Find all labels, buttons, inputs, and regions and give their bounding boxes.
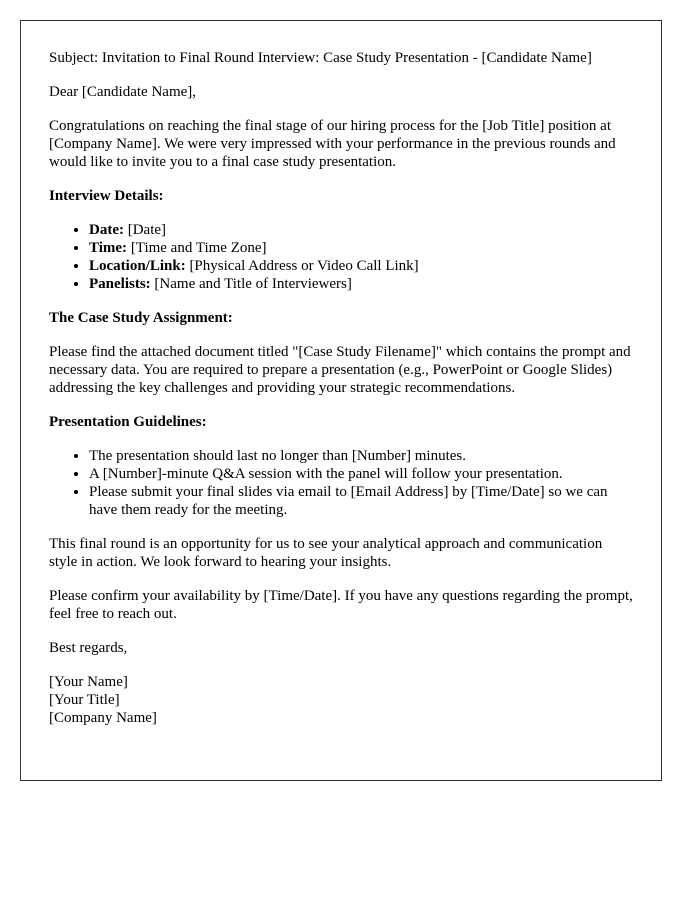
detail-label: Time: xyxy=(89,240,128,256)
list-item-date xyxy=(89,221,633,239)
email-greeting: Dear [Candidate Name], xyxy=(49,84,197,100)
signature-title: [Your Title] xyxy=(49,692,120,708)
list-item-location xyxy=(89,257,633,275)
interview-details-heading: Interview Details: xyxy=(49,188,164,204)
guidelines-heading: Presentation Guidelines: xyxy=(49,414,207,430)
confirm-paragraph: Please confirm your availability by [Time/Date]. If you have any questions regarding the prompt, feel free to reach out. xyxy=(49,588,633,622)
assignment-heading: The Case Study Assignment: xyxy=(49,310,233,326)
detail-label: Panelists: xyxy=(89,276,151,292)
list-item: • The presentation should last no longer than [Number] minutes. xyxy=(89,447,633,465)
closing-paragraph: This final round is an opportunity for us to see your analytical approach and communication style in action. We look forward to hearing your insights. xyxy=(49,536,603,570)
list-item: • Please submit your final slides via email to [Email Address] by [Time/Date] so we can have them ready for the meeting. xyxy=(89,483,633,519)
guidelines-list xyxy=(49,447,633,519)
assignment-paragraph: Please find the attached document titled "[Case Study Filename]" which contains the prompt and necessary data. You are required to prepare a presentation (e.g., PowerPoint or Google Slides) addressing the key challenges and providing your strategic recommendations. xyxy=(49,344,631,396)
detail-label: Date: xyxy=(89,222,124,238)
detail-label: Location/Link: xyxy=(89,258,186,274)
list-item-panelists xyxy=(89,275,633,293)
list-item: • A [Number]-minute Q&A session with the panel will follow your presentation. xyxy=(89,465,633,483)
email-letter xyxy=(20,20,662,781)
detail-value: [Name and Title of Interviewers] xyxy=(150,276,352,292)
signature-company: [Company Name] xyxy=(49,710,157,726)
detail-value: [Physical Address or Video Call Link] xyxy=(185,258,419,274)
interview-details-list xyxy=(49,221,633,293)
list-item-time xyxy=(89,239,633,257)
email-subject: Subject: Invitation to Final Round Interview: Case Study Presentation - [Candidate Name] xyxy=(49,50,592,66)
detail-value: [Time and Time Zone] xyxy=(127,240,267,256)
signature-block xyxy=(49,673,633,727)
sign-off: Best regards, xyxy=(49,640,128,656)
detail-value: [Date] xyxy=(123,222,167,238)
signature-name: [Your Name] xyxy=(49,674,128,690)
intro-paragraph: Congratulations on reaching the final stage of our hiring process for the [Job Title] position at [Company Name]. We were very impressed with your performance in the previous rounds and would like to invite you to a final case study presentation. xyxy=(49,118,616,170)
